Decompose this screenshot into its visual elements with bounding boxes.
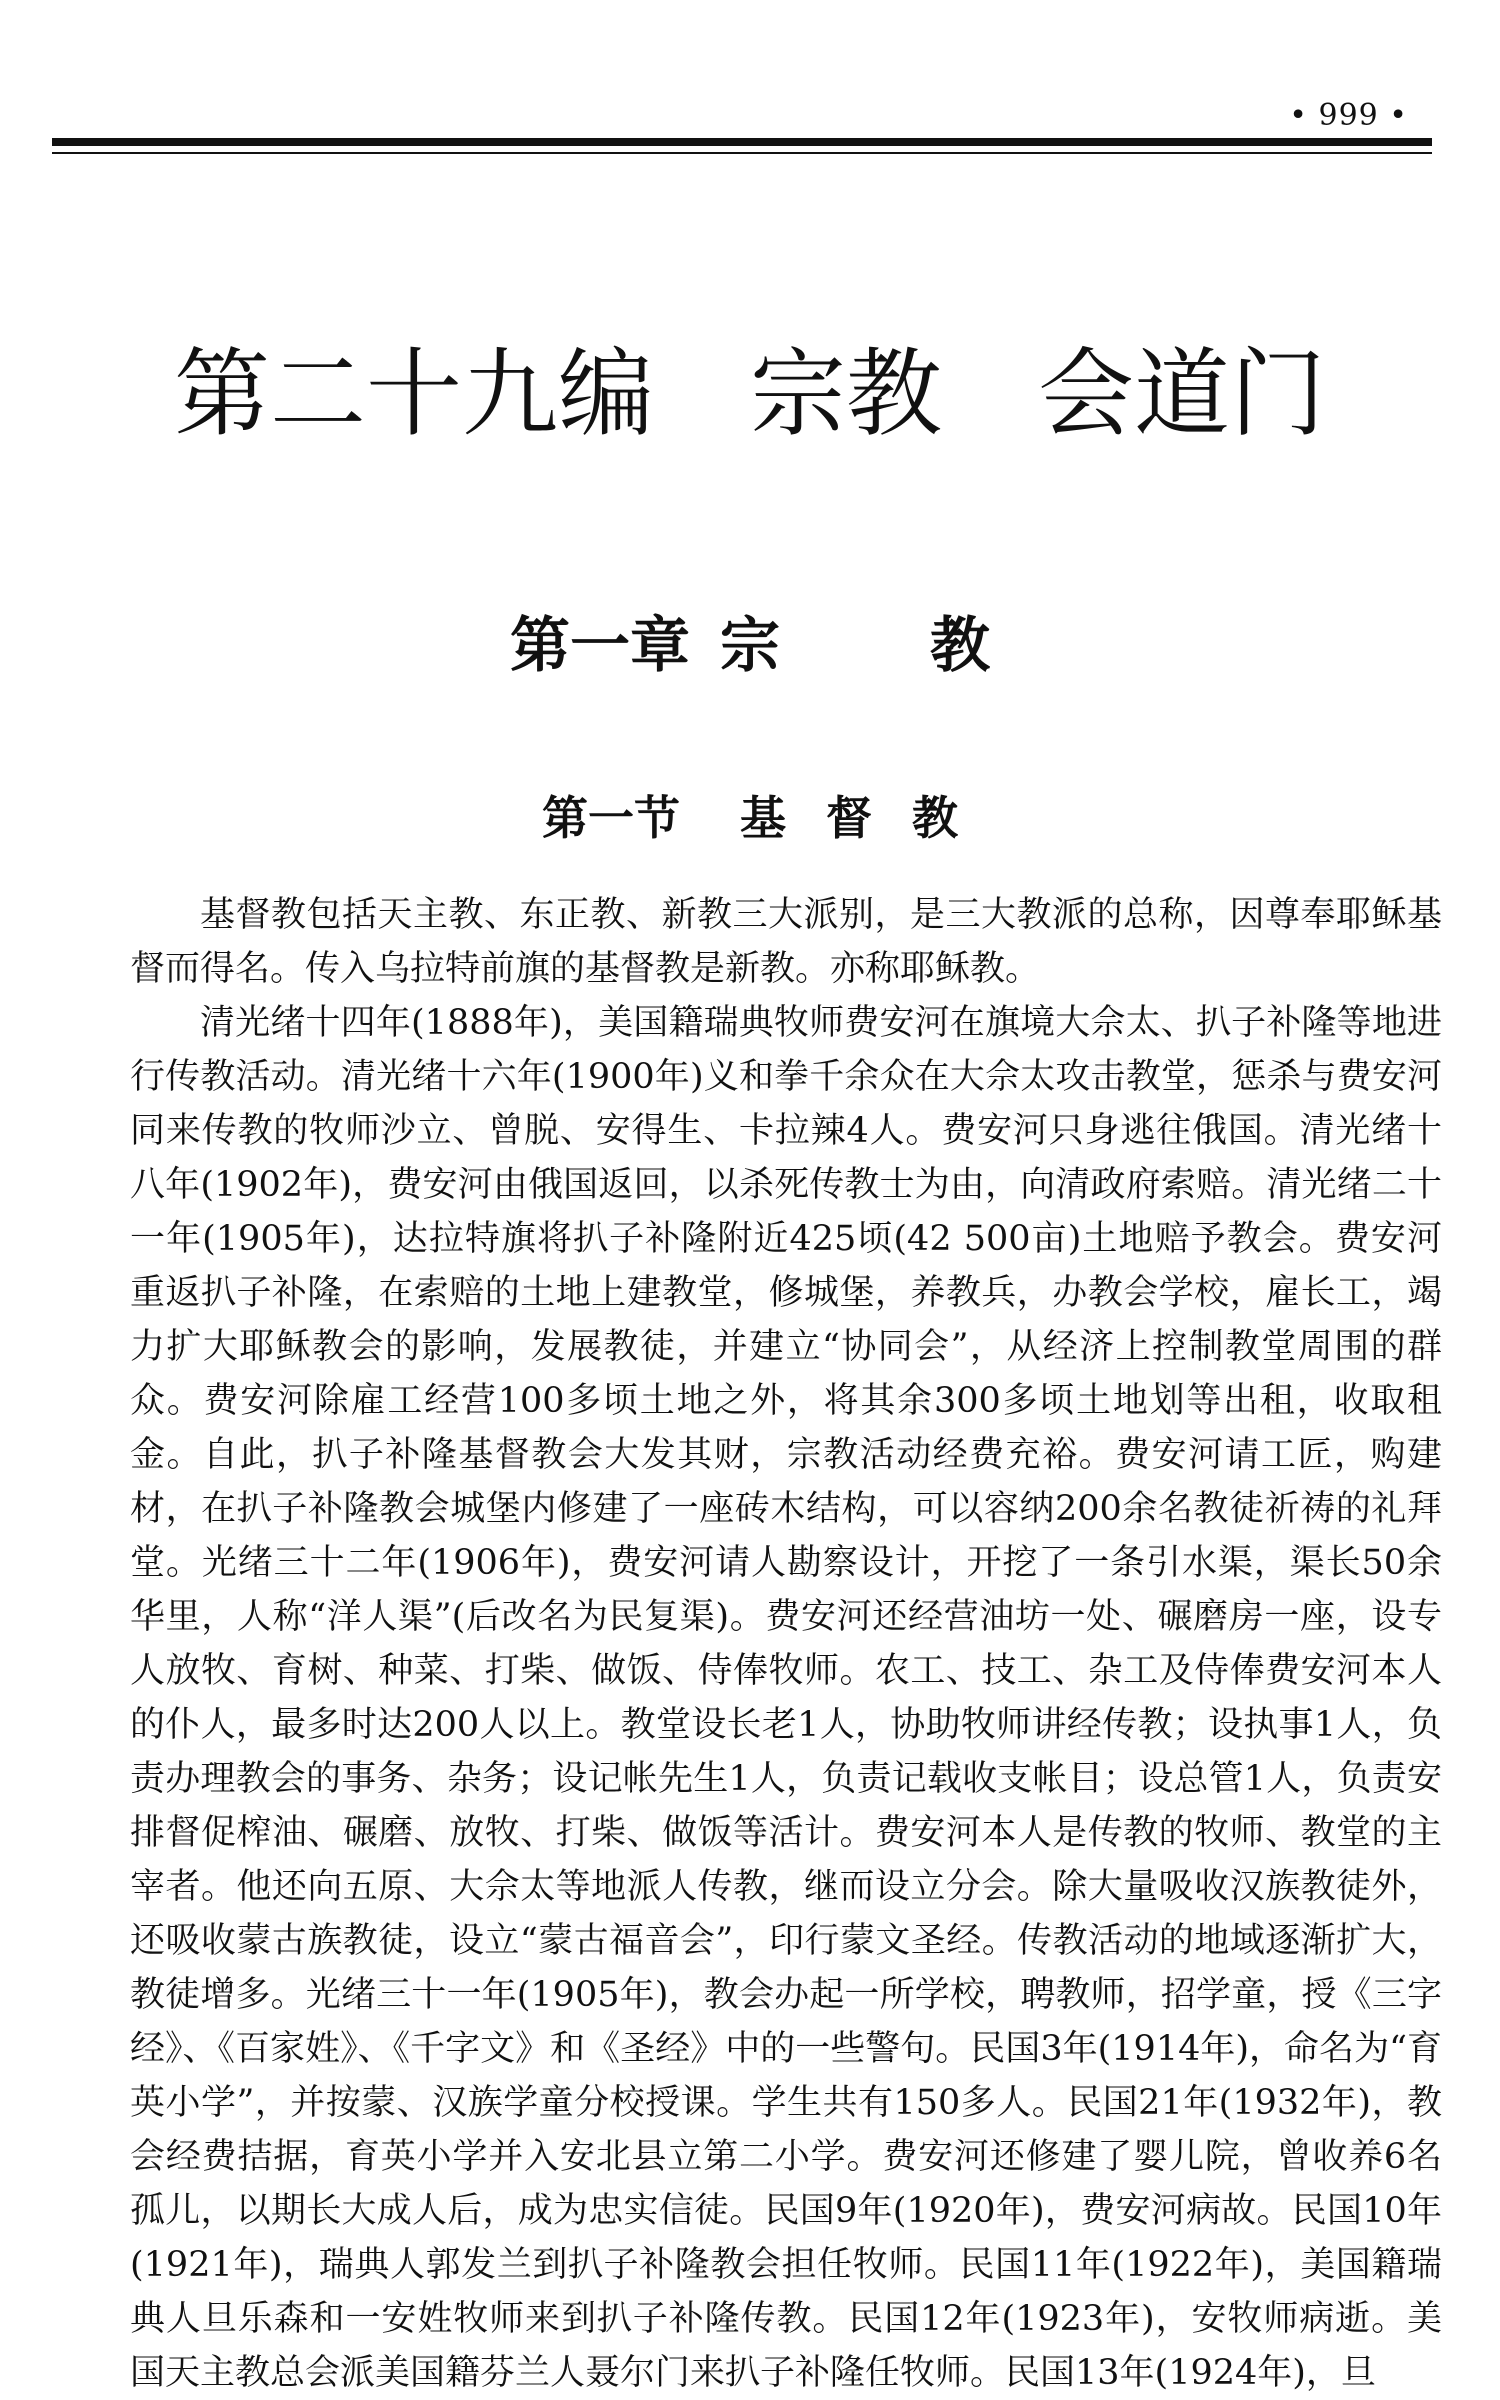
chapter-word-2: 教 — [930, 611, 990, 681]
section-title — [0, 782, 1500, 848]
part-title — [0, 318, 1500, 455]
body-text — [130, 888, 1442, 2400]
header-rule — [52, 138, 1432, 146]
part-word-2: 会道门 — [1038, 338, 1326, 450]
part-label: 第二十九编 — [174, 338, 654, 450]
paragraph-history: 清光绪十四年(1888年)，美国籍瑞典牧师费安河在旗境大佘太、扒子补隆等地进行传教活动。清光绪十六年(1900年)义和拳千余众在大佘太攻击教堂，惩杀与费安河同来传教的牧师沙立、曾脱、安得生、卡拉辣4人。费安河只身逃往俄国。清光绪十八年(1902年)，费安河由俄国返回，以杀死传教士为由，向清政府索赔。清光绪二十一年(1905年)，达拉特旗将扒子补隆附近425顷(42 500亩)土地赔予教会。费安河重返扒子补隆，在索赔的土地上建教堂，修城堡，养教兵，办教会学校，雇长工，竭力扩大耶稣教会的影响，发展教徒，并建立“协同会”，从经济上控制教堂周围的群众。费安河除雇工经营100多顷土地之外，将其余300多顷土地划等出租，收取租金。自此，扒子补隆基督教会大发其财，宗教活动经费充裕。费安河请工匠，购建材，在扒子补隆教会城堡内修建了一座砖木结构，可以容纳200余名教徒祈祷的礼拜堂。光绪三十二年(1906年)，费安河请人勘察设计，开挖了一条引水渠，渠长50余华里，人称“洋人渠”(后改名为民复渠)。费安河还经营油坊一处、碾磨房一座，设专人放牧、育树、种菜、打柴、做饭、侍俸牧师。农工、技工、杂工及侍俸费安河本人的仆人，最多时达200人以上。教堂设长老1人，协助牧师讲经传教；设执事1人，负责办理教会的事务、杂务；设记帐先生1人，负责记载收支帐目；设总管1人，负责安排督促榨油、碾磨、放牧、打柴、做饭等活计。费安河本人是传教的牧师、教堂的主宰者。他还向五原、大佘太等地派人传教，继而设立分会。除大量吸收汉族教徒外，还吸收蒙古族教徒，设立“蒙古福音会”，印行蒙文圣经。传教活动的地域逐渐扩大，教徒增多。光绪三十一年(1905年)，教会办起一所学校，聘教师，招学童，授《三字经》、《百家姓》、《千字文》和《圣经》中的一些警句。民国3年(1914年)，命名为“育英小学”，并按蒙、汉族学童分校授课。学生共有150多人。民国21年(1932年)，教会经费拮据，育英小学并入安北县立第二小学。费安河还修建了婴儿院，曾收养6名孤儿，以期长大成人后，成为忠实信徒。民国9年(1920年)，费安河病故。民国10年(1921年)，瑞典人郭发兰到扒子补隆教会担任牧师。民国11年(1922年)，美国籍瑞典人旦乐森和一安姓牧师来到扒子补隆传教。民国12年(1923年)，安牧师病逝。美国天主教总会派美国籍芬兰人聂尔门来扒子补隆任牧师。民国13年(1924年)，旦 — [130, 1003, 1442, 2393]
part-word-1: 宗教 — [750, 338, 942, 450]
page-number: • 999 • — [1289, 98, 1408, 133]
chapter-word-1: 宗 — [720, 611, 780, 681]
chapter-label: 第一章 — [510, 611, 690, 681]
chapter-title — [0, 598, 1500, 684]
paragraph-intro: 基督教包括天主教、东正教、新教三大派别，是三大教派的总称，因尊奉耶稣基督而得名。传入乌拉特前旗的基督教是新教。亦称耶稣教。 — [130, 895, 1442, 989]
section-label: 第一节 — [542, 791, 680, 845]
section-word-3: 教 — [912, 791, 958, 845]
section-word-2: 督 — [826, 791, 872, 845]
section-word-1: 基 — [740, 791, 786, 845]
header-rule-thin — [52, 152, 1432, 154]
